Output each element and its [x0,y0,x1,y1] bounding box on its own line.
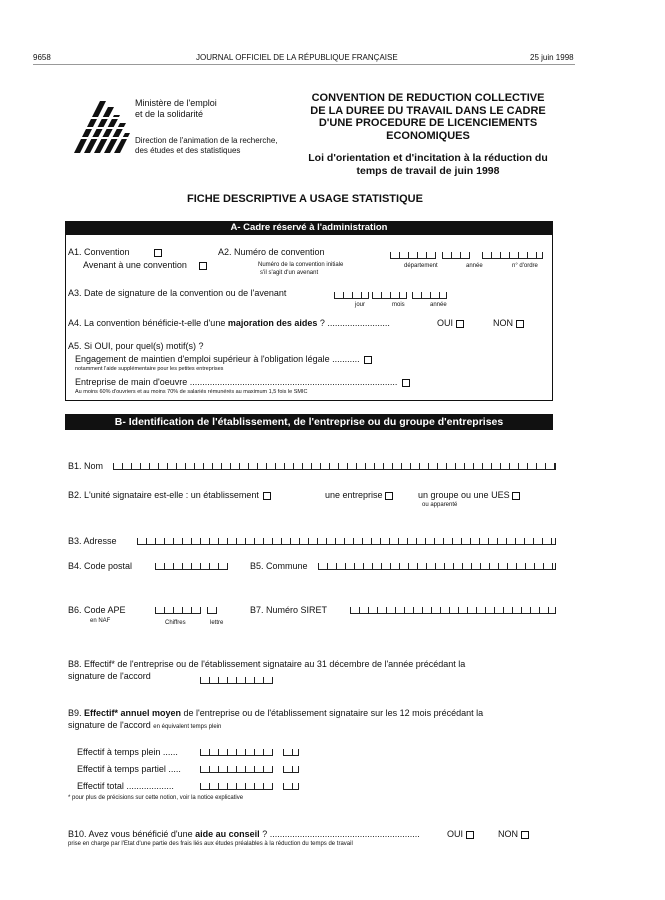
b2-entreprise-checkbox[interactable] [385,492,393,500]
b10-non: NON [498,829,529,839]
b9-total-label: Effectif total ................... [77,781,174,791]
a2-annee-caption: année [466,263,483,269]
b6-label: B6. Code APE [68,605,126,615]
a5-option-2-checkbox[interactable] [402,379,410,387]
a5-label: A5. Si OUI, pour quel(s) motif(s) ? [68,341,204,351]
page-number: 9658 [33,53,51,62]
a2-note: Numéro de la convention initiale s'il s'agit d'un avenant [258,262,344,276]
a1-avenant: Avenant à une convention [83,260,207,270]
ministry-direction: Direction de l'animation de la recherche, des études et des statistiques [135,136,278,155]
a1-label: A1. Convention [68,247,162,257]
a2-ordre-caption: n° d'ordre [512,263,538,269]
b6-note: en NAF [90,618,111,624]
journal-title: JOURNAL OFFICIEL DE LA RÉPUBLIQUE FRANÇAISE [196,53,398,62]
b9-total-decimal-field[interactable] [283,783,299,790]
b9-total-field[interactable] [200,783,273,790]
b8-line1: B8. Effectif* de l'entreprise ou de l'établissement signataire au 31 décembre de l'année précédant la [68,659,466,669]
b7-siret-field[interactable] [350,607,556,614]
fiche-title: FICHE DESCRIPTIVE A USAGE STATISTIQUE [187,193,423,205]
b2-label: B2. L'unité signataire est-elle : un établissement [68,490,271,500]
a3-mois-caption: mois [392,302,405,308]
b9-footnote: * pour plus de précisions sur cette notion, voir la notice explicative [68,795,244,801]
a5-option-2: Entreprise de main d'oeuvre ................................................................................... [75,377,410,387]
b5-label: B5. Commune [250,561,308,571]
a3-annee-caption: année [430,302,447,308]
b9-plein-label: Effectif à temps plein ...... [77,747,178,757]
b1-label: B1. Nom [68,461,104,471]
b10-non-checkbox[interactable] [521,831,529,839]
b10-oui-checkbox[interactable] [466,831,474,839]
b3-label: B3. Adresse [68,536,117,546]
header-rule [33,64,575,65]
b9-line2: signature de l'accord en équivalent temps plein [68,720,222,730]
b2-groupe-note: ou apparenté [422,502,458,508]
a5-option-1-checkbox[interactable] [364,356,372,364]
b2-etablissement-checkbox[interactable] [263,492,271,500]
b10-oui: OUI [447,829,474,839]
a2-annee-field[interactable] [442,252,470,259]
a2-ordre-field[interactable] [482,252,543,259]
publication-date: 25 juin 1998 [530,53,574,62]
a5-option-1-note: notamment l'aide supplémentaire pour les petites entreprises [75,366,224,372]
a2-departement-field[interactable] [390,252,436,259]
section-b-header: B- Identification de l'établissement, de l'entreprise ou du groupe d'entreprises [65,414,553,430]
b9-line1: B9. Effectif* annuel moyen de l'entreprise ou de l'établissement signataire sur les 12 mois précédant la [68,708,484,718]
b6-lettre-field[interactable] [207,607,217,614]
a4-non: NON [493,318,524,328]
a1-convention-checkbox[interactable] [154,249,162,257]
a3-annee-field[interactable] [412,292,447,299]
b6-lettre-caption: lettre [210,620,224,626]
b3-adresse-field[interactable] [137,538,556,545]
b9-partiel-label: Effectif à temps partiel ..... [77,764,181,774]
b1-nom-field[interactable] [113,463,556,470]
a3-mois-field[interactable] [372,292,407,299]
b10-note: prise en charge par l'Etat d'une partie des frais liés aux études préalables à la réduction du temps de travail [68,841,353,847]
a4-oui: OUI [437,318,464,328]
document-title: CONVENTION DE REDUCTION COLLECTIVE DE LA DUREE DU TRAVAIL DANS LE CADRE D'UNE PROCEDURE DE LICENCIEMENTS ECONOMIQUES [310,92,546,142]
a4-label: A4. La convention bénéficie-t-elle d'une majoration des aides ? ......................... [68,318,390,328]
a3-jour-field[interactable] [334,292,369,299]
b4-code-postal-field[interactable] [155,563,228,570]
b2-entreprise: une entreprise [325,490,393,500]
b9-partiel-decimal-field[interactable] [283,766,299,773]
b7-label: B7. Numéro SIRET [250,605,328,615]
law-subtitle: Loi d'orientation et d'incitation à la réduction du temps de travail de juin 1998 [308,152,548,177]
a2-dept-caption: département [404,263,438,269]
b5-commune-field[interactable] [318,563,556,570]
a4-non-checkbox[interactable] [516,320,524,328]
a5-option-1: Engagement de maintien d'emploi supérieur à l'obligation légale ........... [75,354,372,364]
a3-jour-caption: jour [355,302,366,308]
b10-label: B10. Avez vous bénéficié d'une aide au conseil ? ............................................................ [68,829,420,839]
b2-groupe: un groupe ou une UES [418,490,520,500]
section-a-header: A- Cadre réservé à l'administration [65,221,553,235]
a3-label: A3. Date de signature de la convention ou de l'avenant [68,288,287,298]
a5-option-2-note: Au moins 60% d'ouvriers et au moins 70% de salariés rémunérés au maximum 1,5 fois le SMIC [75,389,308,395]
b8-effectif-field[interactable] [200,677,273,684]
a1-avenant-checkbox[interactable] [199,262,207,270]
ministry-name: Ministère de l'emploi et de la solidarité [135,98,217,119]
ministry-logo [70,97,132,157]
b6-chiffres-field[interactable] [155,607,201,614]
b4-label: B4. Code postal [68,561,133,571]
b9-plein-decimal-field[interactable] [283,749,299,756]
b9-plein-field[interactable] [200,749,273,756]
a4-oui-checkbox[interactable] [456,320,464,328]
b9-partiel-field[interactable] [200,766,273,773]
b2-groupe-checkbox[interactable] [512,492,520,500]
b6-chiffres-caption: Chiffres [165,620,186,626]
b8-line2: signature de l'accord [68,671,151,681]
a2-label: A2. Numéro de convention [218,247,325,257]
